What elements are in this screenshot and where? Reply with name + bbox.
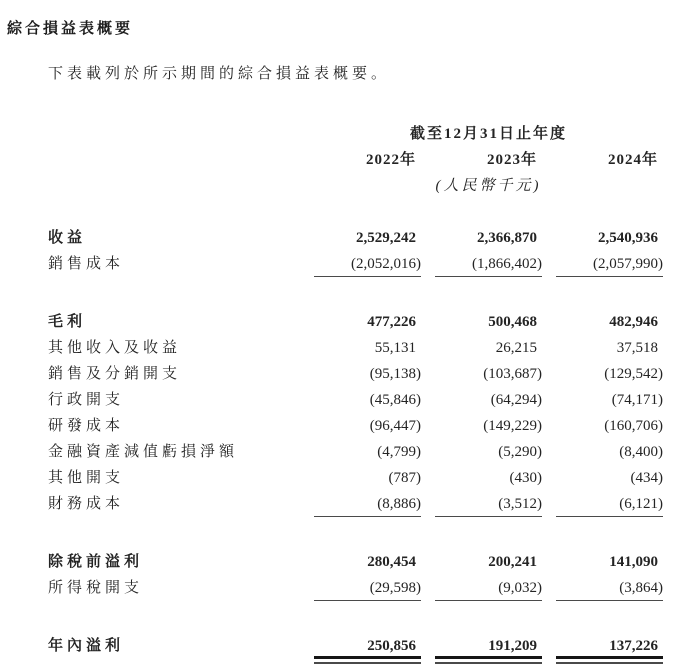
row-label: 財務成本 (48, 496, 125, 512)
table-row-income-tax-expense (48, 575, 663, 601)
table-row-profit-for-year (48, 633, 663, 659)
row-value: (1,866,402) (435, 251, 542, 277)
row-value: (3,512) (435, 491, 542, 517)
table-row-gross-profit (48, 309, 663, 335)
row-value: (160,706) (604, 418, 663, 434)
table-spacer (48, 601, 663, 633)
row-value: (74,171) (611, 392, 663, 408)
row-value: 2,366,870 (477, 230, 537, 246)
row-value: 137,226 (556, 633, 663, 659)
row-value: (29,598) (314, 575, 421, 601)
row-value: (787) (388, 470, 421, 486)
row-label: 研發成本 (48, 418, 125, 434)
row-value: 477,226 (367, 314, 416, 330)
row-value: (3,864) (556, 575, 663, 601)
table-header-unit-row (48, 173, 663, 199)
table-row-administrative-expenses (48, 387, 663, 413)
row-value: (149,229) (483, 418, 542, 434)
row-value: (64,294) (490, 392, 542, 408)
row-value: (430) (509, 470, 542, 486)
row-value: (103,687) (483, 366, 542, 382)
table-row-rd-costs (48, 413, 663, 439)
row-value: (2,057,990) (556, 251, 663, 277)
page-title: 綜合損益表概要 (7, 20, 134, 37)
row-label: 行政開支 (48, 392, 125, 408)
year-column-header: 2022年 (365, 152, 416, 168)
row-label: 其他開支 (48, 470, 125, 486)
table-row-selling-distribution-expenses (48, 361, 663, 387)
row-label: 所得稅開支 (48, 580, 144, 596)
table-row-profit-before-tax (48, 549, 663, 575)
row-value: (45,846) (369, 392, 421, 408)
row-value: 37,518 (616, 340, 658, 356)
row-value: (129,542) (604, 366, 663, 382)
row-label: 收益 (48, 230, 87, 246)
row-label: 銷售成本 (48, 256, 125, 272)
row-value: (434) (630, 470, 663, 486)
row-value: 200,241 (488, 554, 537, 570)
row-value: (95,138) (369, 366, 421, 382)
row-label: 除稅前溢利 (48, 554, 144, 570)
header-spacer (48, 147, 300, 173)
table-spacer (48, 277, 663, 309)
row-value: (96,447) (369, 418, 421, 434)
table-row-other-income (48, 335, 663, 361)
row-value: 250,856 (314, 633, 421, 659)
row-value: (6,121) (556, 491, 663, 517)
table-spacer (48, 199, 663, 225)
row-value: 2,540,936 (598, 230, 658, 246)
year-column-header: 2023年 (486, 152, 537, 168)
period-header: 截至12月31日止年度 (409, 126, 567, 142)
table-row-impairment-losses (48, 439, 663, 465)
row-value: 141,090 (609, 554, 658, 570)
header-spacer (48, 121, 300, 147)
row-value: (2,052,016) (314, 251, 421, 277)
row-label: 毛利 (48, 314, 87, 330)
header-spacer (48, 173, 300, 199)
row-value: 26,215 (495, 340, 537, 356)
table-header-period-row (48, 121, 663, 147)
table-header-years-row (48, 147, 663, 173)
currency-unit-note: (人民幣千元) (435, 178, 542, 194)
row-value: 280,454 (367, 554, 416, 570)
income-statement-table (48, 121, 663, 659)
table-row-revenue (48, 225, 663, 251)
table-spacer (48, 517, 663, 549)
intro-text: 下表載列於所示期間的綜合損益表概要。 (48, 66, 391, 82)
row-label: 其他收入及收益 (48, 340, 182, 356)
row-value: (5,290) (498, 444, 542, 460)
row-value: (8,400) (619, 444, 663, 460)
year-column-header: 2024年 (607, 152, 658, 168)
row-value: 191,209 (435, 633, 542, 659)
row-value: (8,886) (314, 491, 421, 517)
table-row-cost-of-sales (48, 251, 663, 277)
row-value: 482,946 (609, 314, 658, 330)
row-value: 2,529,242 (356, 230, 416, 246)
row-label: 銷售及分銷開支 (48, 366, 182, 382)
row-label: 年內溢利 (48, 638, 125, 654)
table-row-finance-costs (48, 491, 663, 517)
row-value: 500,468 (488, 314, 537, 330)
row-label: 金融資產減值虧損淨額 (48, 444, 239, 460)
row-value: 55,131 (374, 340, 416, 356)
row-value: (9,032) (435, 575, 542, 601)
row-value: (4,799) (377, 444, 421, 460)
table-row-other-expenses (48, 465, 663, 491)
